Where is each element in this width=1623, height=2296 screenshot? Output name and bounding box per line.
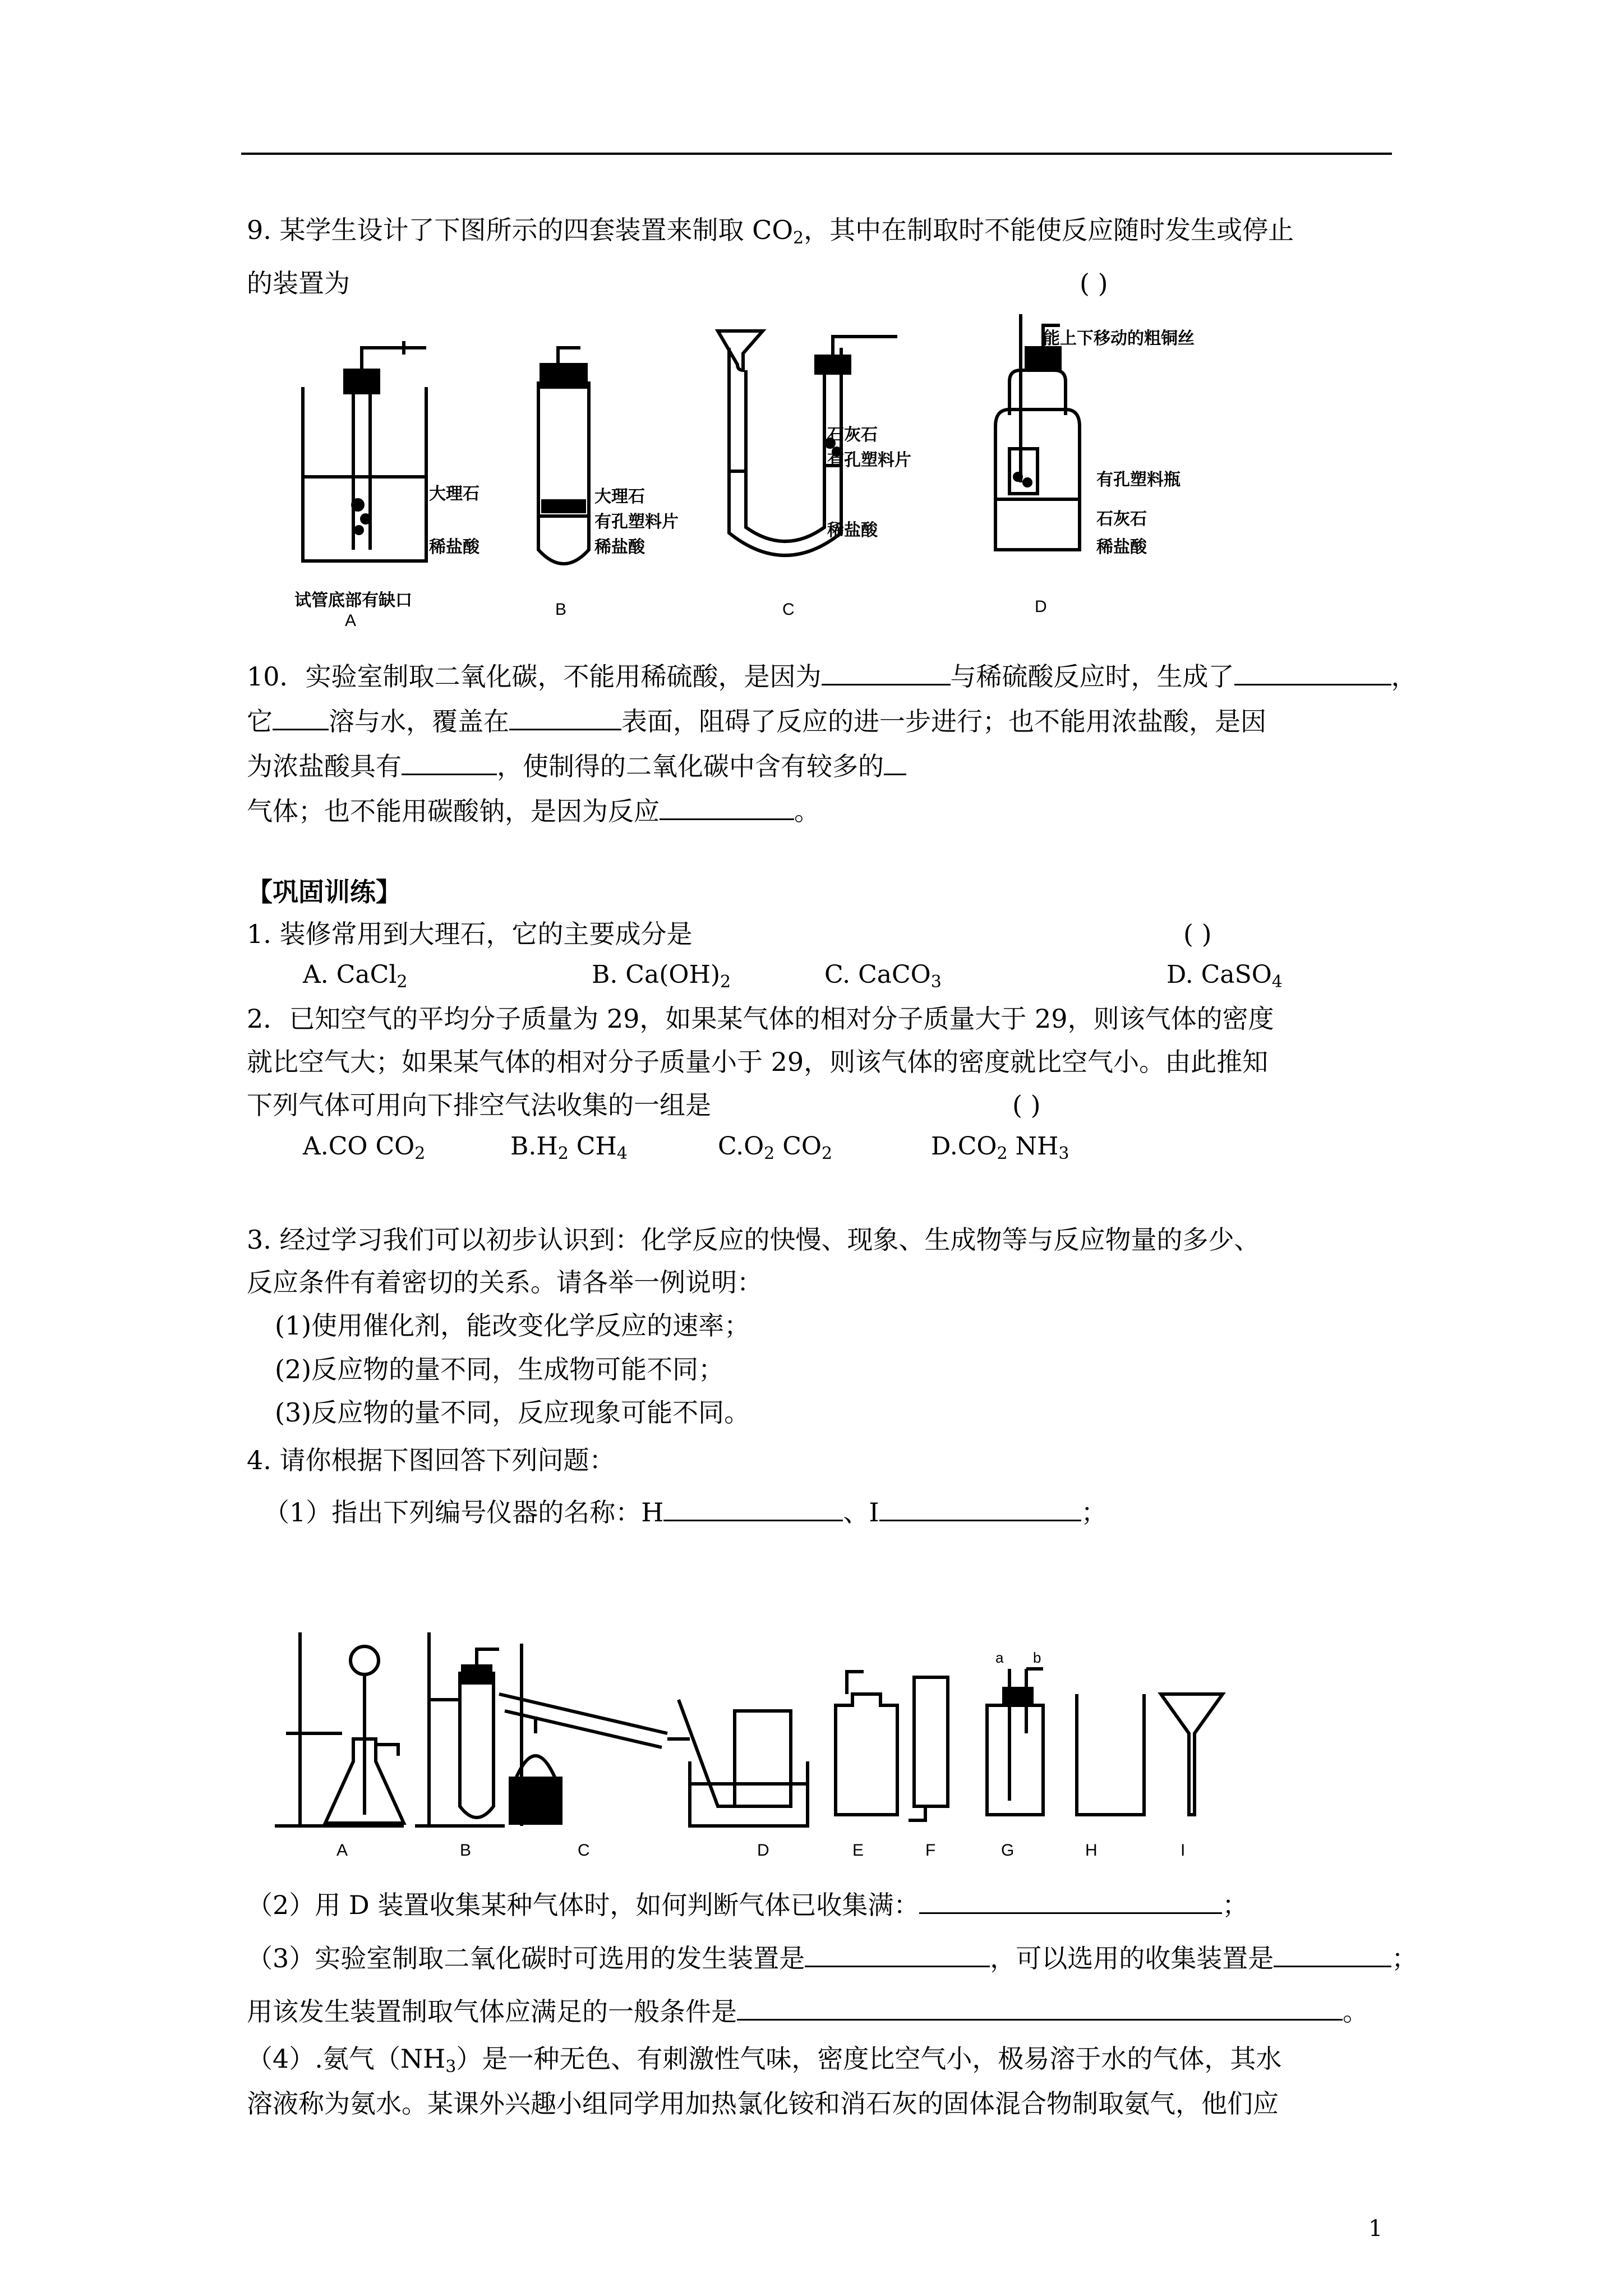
label-a-note: 试管底部有缺口 bbox=[294, 591, 412, 610]
caption-inst-a: A bbox=[336, 1841, 348, 1860]
label-c-limestone: 石灰石 bbox=[827, 425, 878, 445]
label-a-marble: 大理石 bbox=[429, 484, 479, 504]
c4-q4-line1: （4）.氨气$(NH_3)$是一种无色、有刺激性气味，密度比空气小，极易溶于水的气体，其水 bbox=[247, 2044, 1282, 2077]
q9-answer-paren: ( ) bbox=[1080, 268, 1108, 298]
label-a-hcl: 稀盐酸 bbox=[429, 537, 479, 557]
c4-q2: （2）用 D 装置收集某种气体时，如何判断气体已收集满： ； bbox=[247, 1888, 1248, 1922]
label-c-plastic: 有孔塑料片 bbox=[827, 450, 911, 470]
q10-blank-3[interactable] bbox=[273, 704, 329, 730]
caption-inst-h: H bbox=[1085, 1841, 1098, 1860]
c4-blank-collector[interactable] bbox=[1274, 1941, 1391, 1967]
c4-line1: 4. 请你根据下图回答下列问题： bbox=[247, 1445, 615, 1475]
caption-inst-b: B bbox=[460, 1841, 472, 1860]
c4-blank-full[interactable] bbox=[919, 1888, 1222, 1914]
c2-paren: ( ) bbox=[1012, 1090, 1041, 1120]
c4-blank-condition[interactable] bbox=[737, 1994, 1343, 2021]
c4-q1: （1）指出下列编号仪器的名称：H 、I ； bbox=[264, 1495, 1107, 1529]
c1-option-d[interactable]: D. CaSO$_4$ bbox=[1166, 960, 1283, 992]
c4-q4-line2: 溶液称为氨水。某课外兴趣小组同学用加热氯化铵和消石灰的固体混合物制取氨气，他们应 bbox=[247, 2088, 1279, 2119]
c1-paren: ( ) bbox=[1183, 919, 1212, 949]
q9-line1: 9. 某学生设计了下图所示的四套装置来制取 $CO_2$，其中在制取时不能使反应随时发生或停止 bbox=[247, 215, 1294, 248]
label-d-bottle: 有孔塑料瓶 bbox=[1096, 470, 1181, 490]
caption-inst-c: C bbox=[578, 1841, 590, 1860]
label-d-hcl: 稀盐酸 bbox=[1096, 537, 1147, 557]
q10-line1: 10．实验室制取二氧化碳，不能用稀硫酸，是因为 与稀硫酸反应时，生成了 ， bbox=[247, 659, 1417, 693]
label-d-wire: 能上下移动的粗铜丝 bbox=[1043, 329, 1195, 348]
q10-line3: 为浓盐酸具有 ，使制得的二氧化碳中含有较多的 bbox=[247, 749, 906, 783]
label-d-limestone: 石灰石 bbox=[1096, 509, 1147, 529]
q9-line2: 的装置为 bbox=[247, 268, 350, 298]
caption-inst-e: E bbox=[852, 1841, 864, 1860]
instruments-diagram bbox=[275, 1621, 1290, 1829]
c3-item3: (3)反应物的量不同，反应现象可能不同。 bbox=[275, 1397, 750, 1428]
c2-option-b[interactable]: $B.H_2$ $CH_4$ bbox=[510, 1132, 628, 1163]
c2-line1: 2．已知空气的平均分子质量为 29，如果某气体的相对分子质量大于 29，则该气体的密度 bbox=[247, 1004, 1274, 1034]
q10-blank-7[interactable] bbox=[660, 794, 794, 820]
c2-line3: 下列气体可用向下排空气法收集的一组是 bbox=[247, 1090, 711, 1120]
apparatus-a-diagram bbox=[292, 337, 437, 578]
c1-option-a[interactable]: A. CaCl$_2$ bbox=[303, 960, 408, 992]
label-b-hcl: 稀盐酸 bbox=[594, 537, 645, 557]
label-b-plastic: 有孔塑料片 bbox=[594, 512, 679, 532]
c3-item2: (2)反应物的量不同，生成物可能不同； bbox=[275, 1354, 725, 1384]
caption-inst-g: G bbox=[1001, 1841, 1015, 1860]
c3-line1: 3. 经过学习我们可以初步认识到：化学反应的快慢、现象、生成物等与反应物量的多少、 bbox=[247, 1225, 1260, 1255]
c4-blank-generator[interactable] bbox=[805, 1941, 990, 1967]
c1-stem: 1. 装修常用到大理石，它的主要成分是 bbox=[247, 919, 693, 949]
c4-blank-i[interactable] bbox=[879, 1495, 1081, 1521]
label-c-hcl: 稀盐酸 bbox=[827, 521, 878, 540]
c3-item1: (1)使用催化剂，能改变化学反应的速率； bbox=[275, 1310, 750, 1341]
caption-b: B bbox=[555, 600, 567, 619]
q10-blank-1[interactable] bbox=[822, 659, 951, 685]
caption-a: A bbox=[345, 611, 357, 630]
caption-inst-i: I bbox=[1181, 1841, 1186, 1860]
c4-blank-h[interactable] bbox=[663, 1495, 843, 1521]
q10-line2: 它 溶与水，覆盖在 表面，阻碍了反应的进一步进行；也不能用浓盐酸，是因 bbox=[247, 704, 1266, 738]
c3-line2: 反应条件有着密切的关系。请各举一例说明： bbox=[247, 1267, 763, 1297]
apparatus-d-diagram bbox=[987, 314, 1088, 555]
caption-inst-d: D bbox=[757, 1841, 769, 1860]
c4-q3-line2: 用该发生装置制取气体应满足的一般条件是 。 bbox=[247, 1994, 1368, 2028]
q10-blank-6[interactable] bbox=[884, 749, 906, 775]
c2-option-a[interactable]: A.CO $CO_2$ bbox=[303, 1132, 426, 1163]
section-title: 【巩固训练】 bbox=[247, 877, 402, 907]
q10-blank-5[interactable] bbox=[402, 749, 497, 775]
apparatus-b-diagram bbox=[530, 348, 597, 578]
label-g-a: a bbox=[995, 1649, 1004, 1666]
page-number: 1 bbox=[1368, 2216, 1383, 2242]
c2-line2: 就比空气大；如果某气体的相对分子质量小于 29，则该气体的密度就比空气小。由此推知 bbox=[247, 1047, 1269, 1077]
header-rule bbox=[241, 153, 1392, 155]
c2-option-c[interactable]: $C.O_2$ $CO_2$ bbox=[718, 1132, 833, 1163]
label-g-b: b bbox=[1033, 1649, 1041, 1666]
caption-c: C bbox=[782, 600, 795, 619]
c4-q3-line1: （3）实验室制取二氧化碳时可选用的发生装置是 ，可以选用的收集装置是 ； bbox=[247, 1941, 1417, 1975]
c2-option-d[interactable]: $D.CO_2$ $NH_3$ bbox=[931, 1132, 1069, 1163]
c1-option-c[interactable]: C. CaCO$_3$ bbox=[824, 960, 942, 992]
q10-blank-4[interactable] bbox=[509, 704, 621, 730]
label-b-marble: 大理石 bbox=[594, 487, 645, 507]
c1-option-b[interactable]: B. $Ca(OH)_2$ bbox=[592, 960, 731, 992]
q10-line4: 气体；也不能用碳酸钠，是因为反应 。 bbox=[247, 794, 820, 828]
q10-blank-2[interactable] bbox=[1234, 659, 1391, 685]
caption-d: D bbox=[1035, 597, 1047, 616]
caption-inst-f: F bbox=[925, 1841, 936, 1860]
